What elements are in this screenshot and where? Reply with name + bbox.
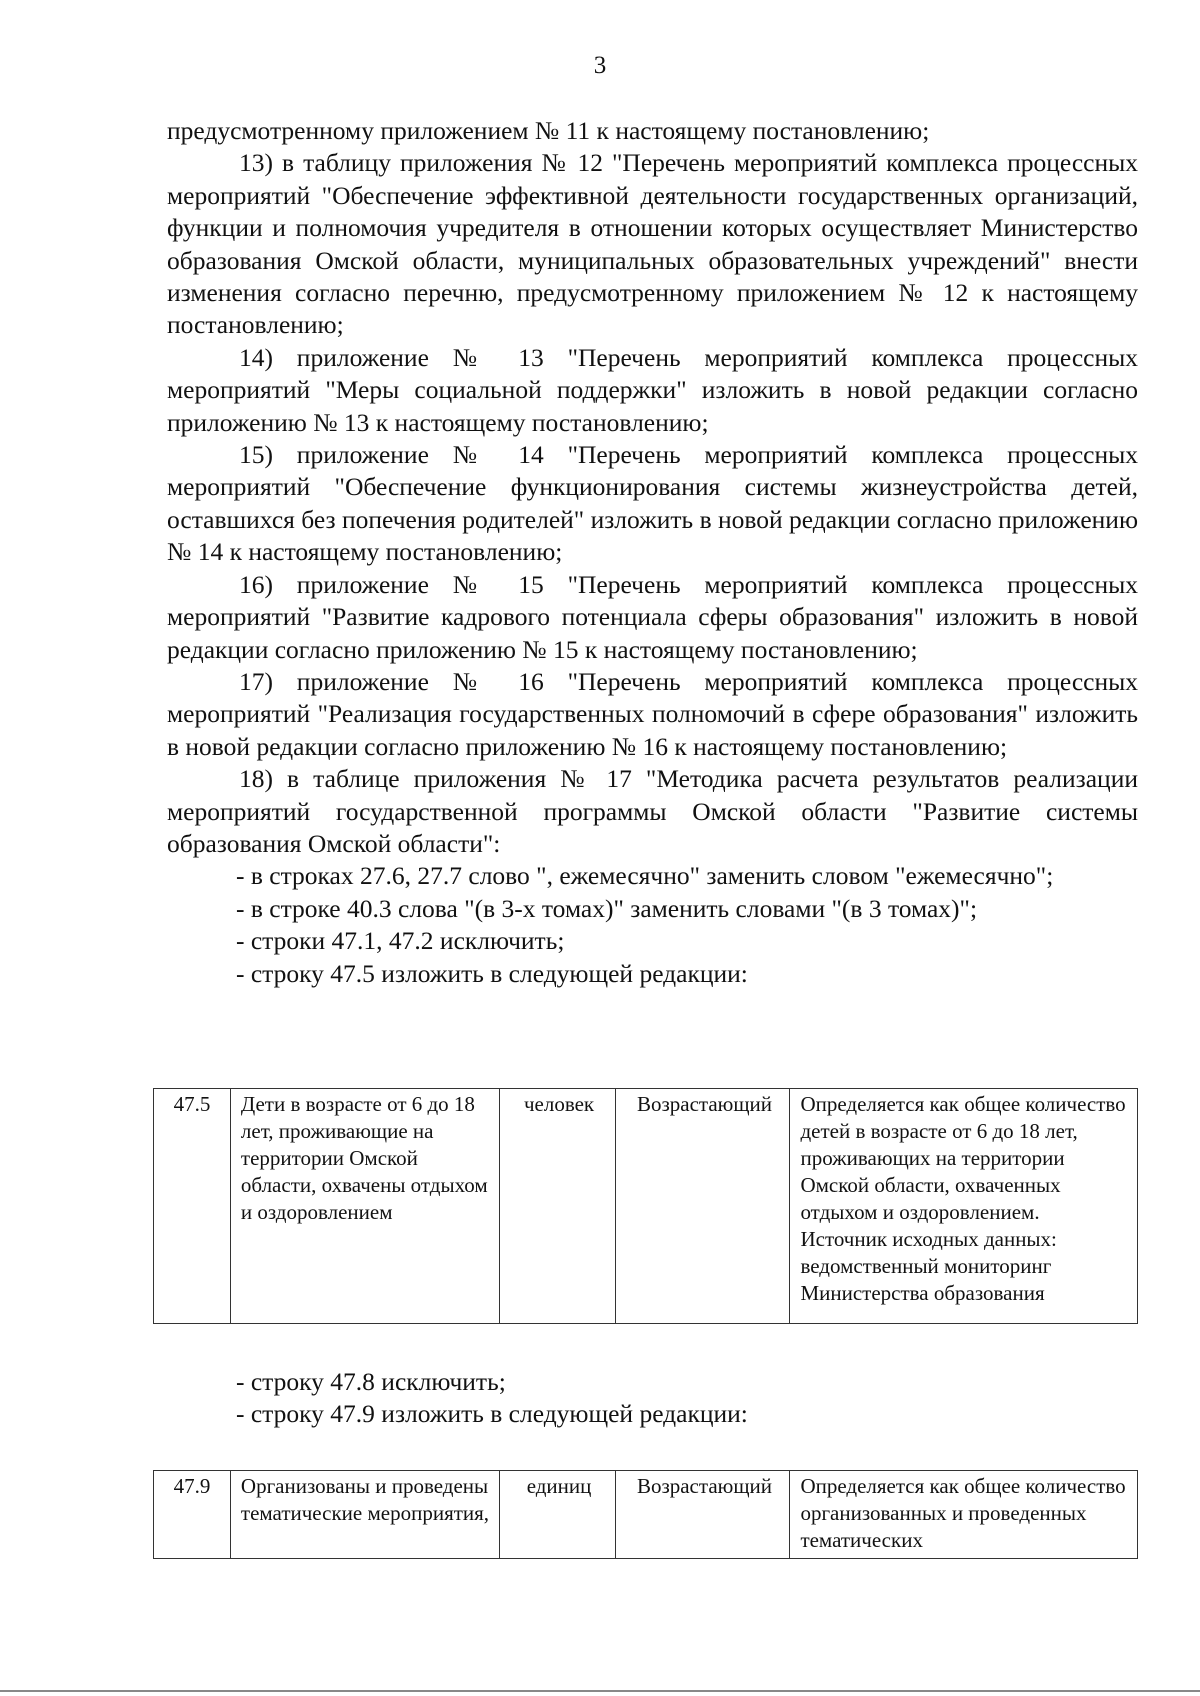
table-cell-number: 47.9 (154, 1471, 231, 1559)
paragraph-item-18: 18) в таблице приложения № 17 "Методика расчета результатов реализации мероприятий государственной программы Омской области "Развитие системы образования Омской области": (167, 764, 1138, 858)
paragraph-dash-47-8: - строку 47.8 исключить; (236, 1367, 506, 1396)
paragraph-item-13: 13) в таблицу приложения № 12 "Перечень мероприятий комплекса процессных мероприятий "Обеспечение эффективной деятельности государственных организаций, функции и полномочия учредителя в отношении которых осуществляет Министерство образования Омской области, муниципальных образовательных учреждений" внести изменения согласно перечню, предусмотренному приложением № 12 к настоящему постановлению; (167, 148, 1138, 340)
paragraph-dash-47-9: - строку 47.9 изложить в следующей редакции: (236, 1399, 748, 1429)
paragraph-continuation: предусмотренному приложением № 11 к настоящему постановлению; (167, 116, 930, 145)
table-row (154, 1089, 1138, 1324)
paragraph-item-17: 17) приложение № 16 "Перечень мероприятий комплекса процессных мероприятий "Реализация государственных полномочий в сфере образования" изложить в новой редакции согласно приложению № 16 к настоящему постановлению; (167, 666, 1138, 761)
table-cell-method: Определяется как общее количество детей в возрасте от 6 до 18 лет, проживающих на территории Омской области, охваченных отдыхом и оздоровлением. Источник исходных данных: ведомственный мониторинг Министерства образования (790, 1089, 1138, 1324)
paragraph-dash-27: - в строках 27.6, 27.7 слово ", ежемесячно" заменить словом "ежемесячно"; (236, 861, 1054, 891)
paragraph-item-15: 15) приложение № 14 "Перечень мероприятий комплекса процессных мероприятий "Обеспечение функционирования системы жизнеустройства детей, оставшихся без попечения родителей" изложить в новой редакции согласно приложению № 14 к настоящему постановлению; (167, 440, 1138, 567)
table-row-47-5 (153, 1088, 1138, 1324)
table-cell-unit: единиц (499, 1471, 615, 1559)
paragraph-item-14: 14) приложение № 13 "Перечень мероприятий комплекса процессных мероприятий "Меры социальной поддержки" изложить в новой редакции согласно приложению № 13 к настоящему постановлению; (167, 342, 1138, 437)
document-body (167, 115, 1138, 990)
table-cell-trend: Возрастающий (615, 1471, 790, 1559)
table-row (154, 1471, 1138, 1559)
table-cell-trend: Возрастающий (615, 1089, 790, 1324)
page-number: 3 (593, 52, 607, 79)
table-cell-number: 47.5 (154, 1089, 231, 1324)
table-cell-unit: человек (499, 1089, 615, 1324)
table-cell-name: Дети в возрасте от 6 до 18 лет, проживающие на территории Омской области, охвачены отдыхом и оздоровлением (230, 1089, 499, 1324)
table-cell-method: Определяется как общее количество организованных и проведенных тематических (790, 1471, 1138, 1559)
page-bottom-edge (0, 1690, 1200, 1692)
paragraph-dash-47-1: - строки 47.1, 47.2 исключить; (236, 926, 565, 956)
paragraph-dash-47-5: - строку 47.5 изложить в следующей редакции: (236, 958, 748, 988)
table-cell-name: Организованы и проведены тематические мероприятия, (230, 1471, 499, 1559)
paragraph-item-16: 16) приложение № 15 "Перечень мероприятий комплекса процессных мероприятий "Развитие кадрового потенциала сферы образования" изложить в новой редакции согласно приложению № 15 к настоящему постановлению; (167, 569, 1138, 664)
paragraph-dash-40: - в строке 40.3 слова "(в 3-х томах)" заменить словами "(в 3 томах)"; (236, 893, 978, 923)
document-body-continued (167, 1366, 1138, 1431)
table-row-47-9 (153, 1470, 1138, 1559)
